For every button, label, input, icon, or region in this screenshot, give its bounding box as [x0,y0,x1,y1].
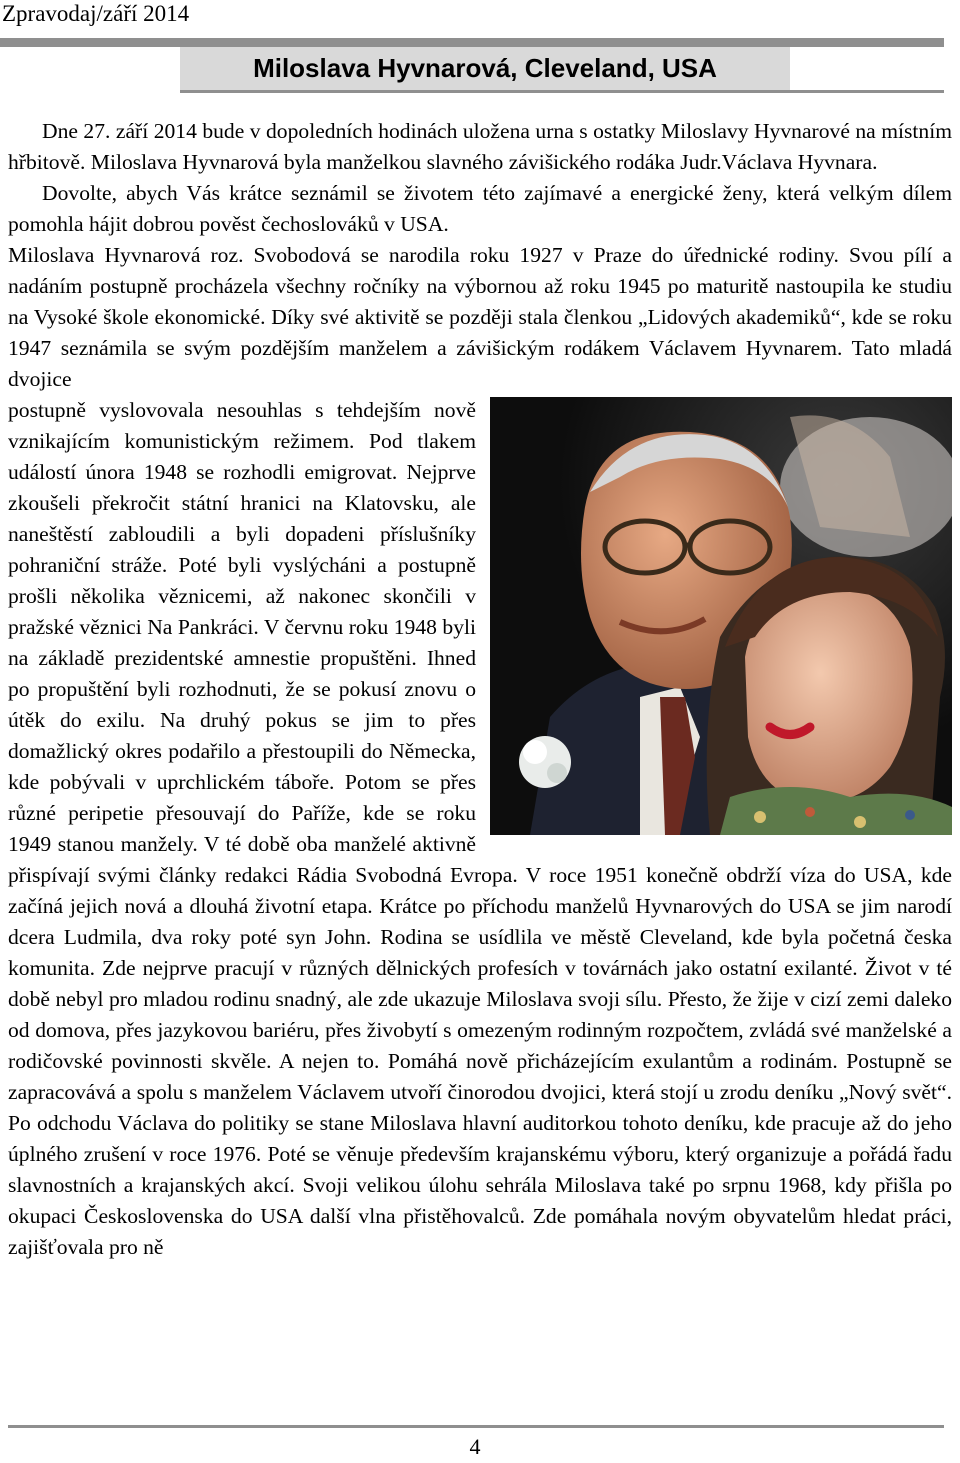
couple-photo-illustration [490,397,952,835]
newsletter-header: Zpravodaj/září 2014 [2,1,190,26]
article-body [8,116,952,1263]
paragraph-biography-continued: postupně vyslovovala nesouhlas s tehdejším nově vznikajícím komunistickým režimem. Pod tlakem událostí února 1948 se rozhodli emigrovat. Nejprve zkoušeli překročit státní hranici na Klatovsku, ale naneštěstí zabloudili a byli dopadeni příslušníky pohraniční stráže. Poté byli vyslýcháni a postupně prošli několika věznicemi, až nakonec skončili v pražské věznici Na Pankráci. V červnu roku 1948 byli na základě prezidentské amnestie propuštěni. Ihned po propuštění byli rozhodnuti, že se pokusí znovu o útěk do exilu. Na druhý pokus se jim to přes domažlický okres podařilo a přestoupili do Německa, kde pobývali v uprchlickém táboře. Potom se přes různé peripetie přesouvají do Paříže, kde se roku 1949 stanou manžely. V té době oba manželé aktivně přispívají svými články redakci Rádia Svobodná Evropa. V roce 1951 konečně obdrží víza do USA, kde začíná jejich nová a dlouhá životní etapa. Krátce po příchodu manželů Hyvnarových do USA se jim narodí dcera Ludmila, dva roky poté syn John. Rodina se usídlila ve městě Cleveland, kde byla početná česka komunita. Zde nejprve pracují v různých dělnických profesích v továrnách jako ostatní exilanté. Život v té době nebyl pro mladou rodinu snadný, ale zde ukazuje Miloslava svoji sílu. Přesto, že žije v cizí zemi daleko od domova, přes jazykovou bariéru, přes živobytí s omezeným rodinným rozpočtem, zvládá své manželské a rodičovské povinnosti skvěle. A nejen to. Pomáhá nově přicházejícím exulantům a rodinám. Postupně se zapracovává a spolu s manželem Václavem utvoří činorodou dvojici, která stojí u zrodu deníku „Nový svět“. Po odchodu Václava do politiky se stane Miloslava hlavní auditorkou tohoto deníku, kde pracuje až do jeho úplného zrušení v roce 1976. Poté se věnuje především krajanskému výboru, který organizuje a pořádá řadu slavnostních a krajanských akcí. Svoji velikou úlohu sehrála Miloslava také po srpnu 1968, kdy přišla po okupaci Československa do USA další vlna přistěhovalců. Zde pomáhala novým obyvatelům hledat práci, zajišťovala pro ně [8,398,952,1259]
header-divider [0,38,944,47]
title-underline [790,90,944,93]
paragraph-biography-start: Miloslava Hyvnarová roz. Svobodová se narodila roku 1927 v Praze do úřednické rodiny. Svou pílí a nadáním postupně procházela všechny ročníky na výbornou až roku 1945 po maturitě nastoupila ke studiu na Vysoké škole ekonomické. Díky své aktivitě se později stala členkou „Lidových akademiků“, kde se roku 1947 seznámila se svým pozdějším manželem a závišickým rodákem Václavem Hyvnarem. Tato mladá dvojice [8,243,952,391]
paragraph-intro: Dne 27. září 2014 bude v dopoledních hodinách uložena urna s ostatky Miloslavy Hyvnarové na místním hřbitově. Miloslava Hyvnarová byla manželkou slavného závišického rodáka Judr.Václava Hyvnara. [8,119,952,174]
page-number: 4 [469,1434,481,1459]
article-title: Miloslava Hyvnarová, Cleveland, USA [180,47,790,93]
paragraph-introduction: Dovolte, abych Vás krátce seznámil se životem této zajímavé a energické ženy, která velkým dílem pomohla hájit dobrou pověst čechoslováků v USA. [8,181,952,236]
couple-photo [490,397,952,835]
footer-divider [8,1425,944,1428]
